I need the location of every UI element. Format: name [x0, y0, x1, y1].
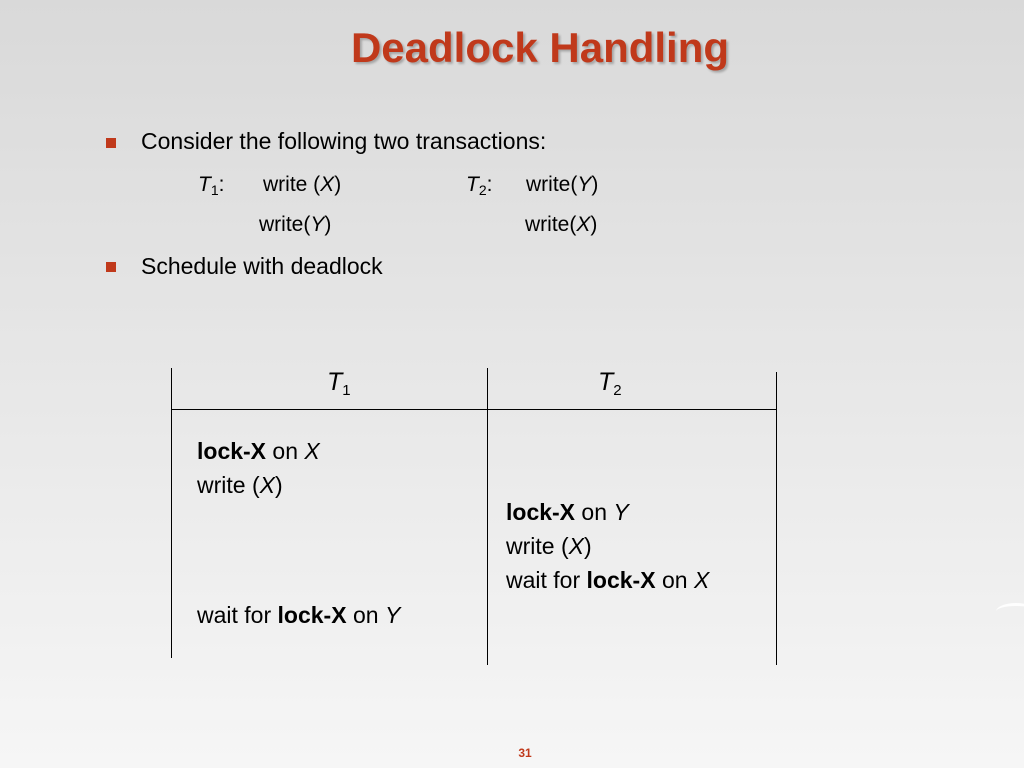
table-left-rule	[171, 368, 172, 658]
t2-step: lock-X on Y	[506, 499, 629, 525]
bullet-marker	[106, 262, 116, 272]
t1-op-1: write (X)	[263, 173, 342, 196]
table-middle-rule	[487, 368, 488, 665]
column-header-t1: $T_1$	[327, 368, 351, 399]
t1-step: lock-X on X	[197, 438, 320, 464]
t1-op-2: write(Y)	[259, 213, 332, 236]
t2-op-2: write(X)	[525, 213, 598, 236]
table-header-rule	[171, 409, 777, 410]
t2-label: $T_2$:	[466, 173, 493, 198]
t2-step: wait for lock-X on X	[506, 567, 710, 593]
slide-title: Deadlock Handling	[350, 24, 730, 71]
decorative-swoosh	[996, 603, 1024, 620]
t1-label: $T_1$:	[198, 173, 225, 198]
table-right-rule	[776, 372, 777, 665]
t2-op-1: write(Y)	[526, 173, 599, 196]
column-header-t2: $T_2$	[598, 368, 622, 399]
t2-step: write (X)	[506, 533, 592, 559]
t1-step: wait for lock-X on Y	[197, 602, 401, 628]
bullet-marker	[106, 138, 116, 148]
page-number: 31	[518, 746, 532, 760]
bullet-text: Consider the following two transactions:	[141, 128, 547, 154]
t1-step: write (X)	[197, 472, 283, 498]
bullet-text: Schedule with deadlock	[141, 253, 383, 279]
